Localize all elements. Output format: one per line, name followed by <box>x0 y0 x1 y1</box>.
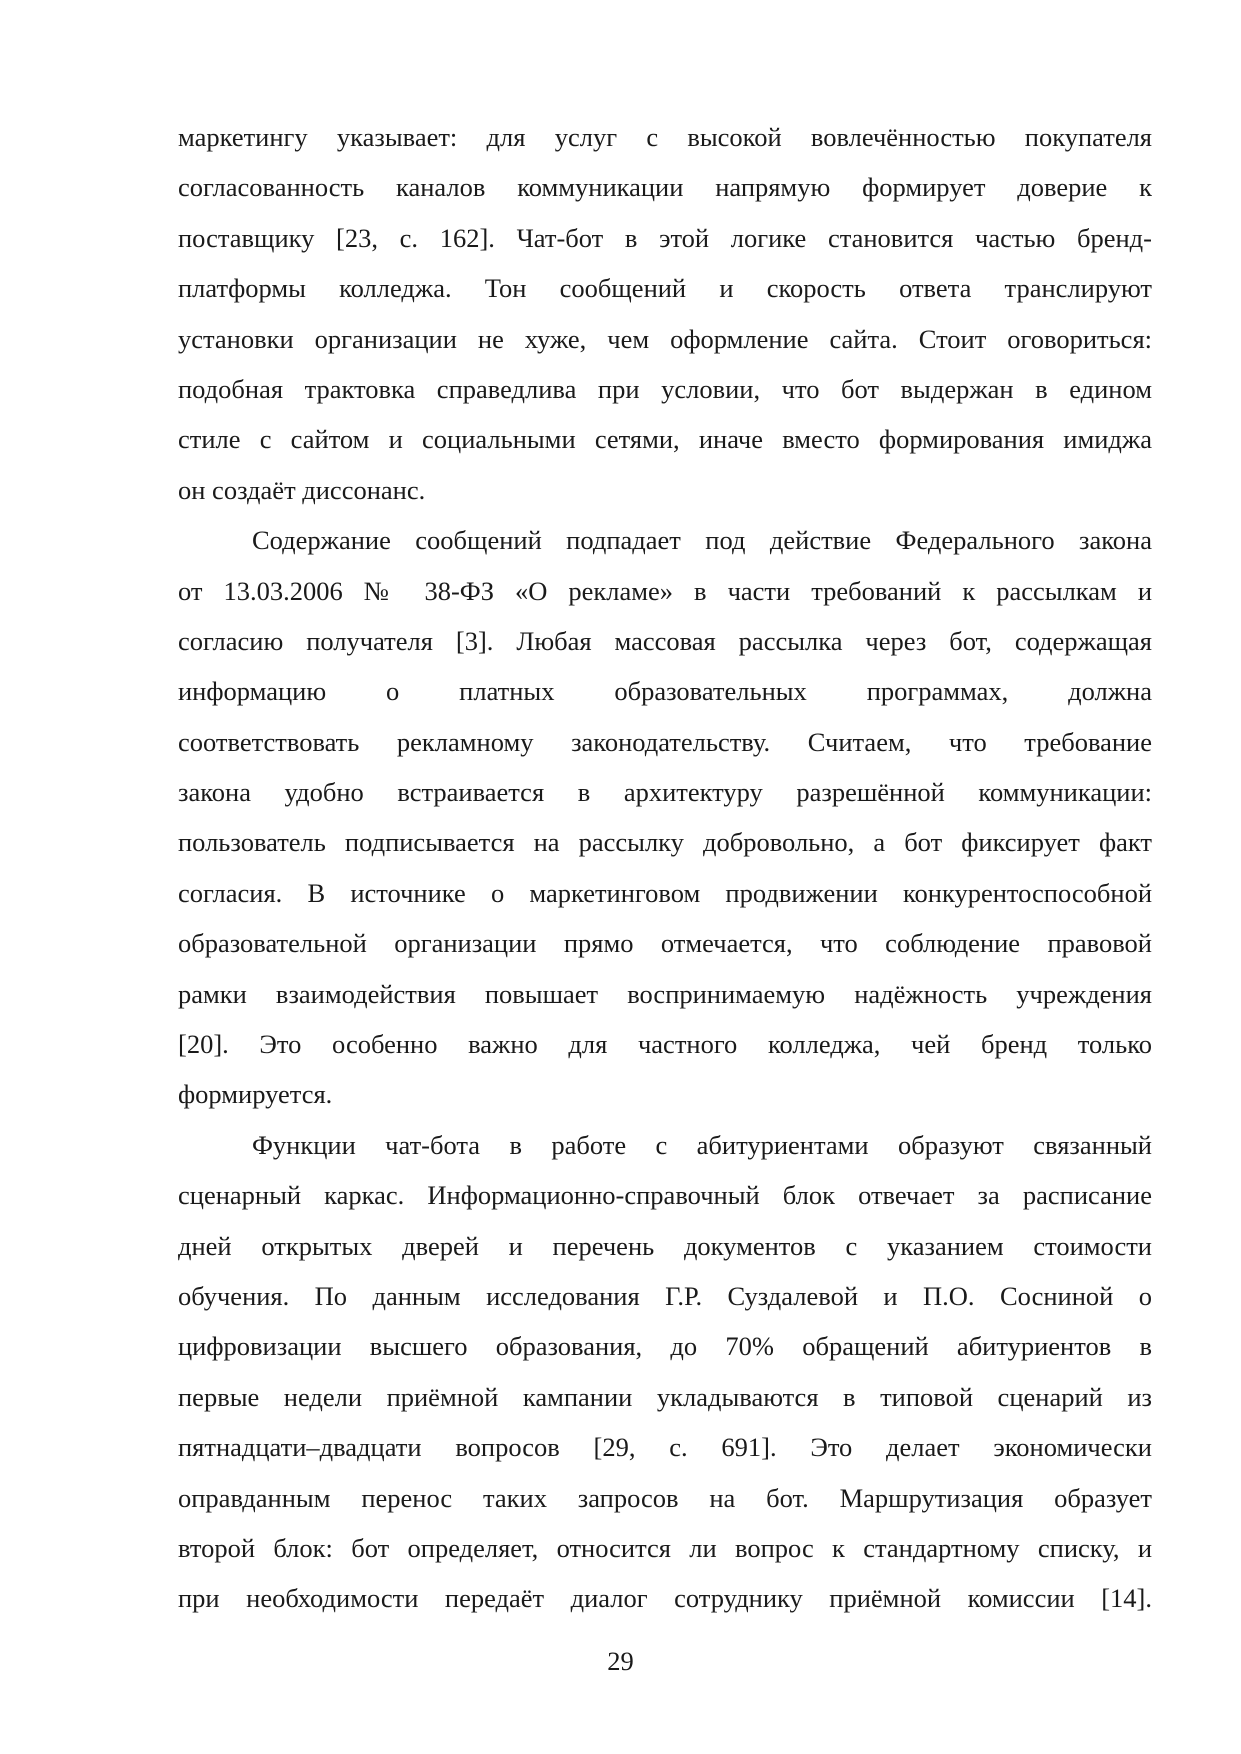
text-line: согласованность каналов коммуникации напрямую формирует доверие к <box>178 172 1152 203</box>
text-line: оправданным перенос таких запросов на бот. Маршрутизация образует <box>178 1482 1152 1513</box>
text-line: он создаёт диссонанс. <box>178 474 426 505</box>
paragraph <box>178 1120 1152 1624</box>
text-line: цифровизации высшего образования, до 70% обращений абитуриентов в <box>178 1331 1152 1362</box>
text-line: от 13.03.2006 № 38-ФЗ «О рекламе» в части требований к рассылкам и <box>178 575 1152 606</box>
text-line: рамки взаимодействия повышает воспринимаемую надёжность учреждения <box>178 978 1152 1009</box>
body-text <box>178 112 1152 1624</box>
text-line: подобная трактовка справедлива при условии, что бот выдержан в едином <box>178 373 1152 404</box>
text-line: при необходимости передаёт диалог сотруднику приёмной комиссии [14]. <box>178 1583 1152 1614</box>
text-line: первые недели приёмной кампании укладываются в типовой сценарий из <box>178 1381 1152 1412</box>
text-line: соответствовать рекламному законодательству. Считаем, что требование <box>178 726 1152 757</box>
text-line: второй блок: бот определяет, относится ли вопрос к стандартному списку, и <box>178 1532 1152 1563</box>
text-line: Функции чат-бота в работе с абитуриентами образуют связанный <box>252 1129 1152 1160</box>
text-line: информацию о платных образовательных программах, должна <box>178 676 1152 707</box>
text-line: закона удобно встраивается в архитектуру разрешённой коммуникации: <box>178 777 1152 808</box>
text-line: [20]. Это особенно важно для частного колледжа, чей бренд только <box>178 1029 1152 1060</box>
text-line: установки организации не хуже, чем оформление сайта. Стоит оговориться: <box>178 323 1152 354</box>
text-line: дней открытых дверей и перечень документов с указанием стоимости <box>178 1230 1152 1261</box>
text-line: согласию получателя [3]. Любая массовая рассылка через бот, содержащая <box>178 625 1152 656</box>
text-line: маркетингу указывает: для услуг с высокой вовлечённостью покупателя <box>178 122 1152 152</box>
text-line: пользователь подписывается на рассылку добровольно, а бот фиксирует факт <box>178 827 1152 858</box>
text-line: формируется. <box>178 1079 333 1110</box>
text-line: поставщику [23, с. 162]. Чат-бот в этой логике становится частью бренд- <box>178 222 1152 253</box>
page-number: 29 <box>607 1646 634 1676</box>
text-line: образовательной организации прямо отмечается, что соблюдение правовой <box>178 928 1152 959</box>
paragraph <box>178 515 1152 1120</box>
text-line: обучения. По данным исследования Г.Р. Суздалевой и П.О. Сосниной о <box>178 1280 1152 1311</box>
text-line: согласия. В источнике о маркетинговом продвижении конкурентоспособной <box>178 877 1152 908</box>
text-line: стиле с сайтом и социальными сетями, иначе вместо формирования имиджа <box>178 424 1152 455</box>
text-line: пятнадцати–двадцати вопросов [29, с. 691]. Это делает экономически <box>178 1432 1152 1463</box>
text-line: платформы колледжа. Тон сообщений и скорость ответа транслируют <box>178 273 1152 304</box>
text-line: сценарный каркас. Информационно-справочный блок отвечает за расписание <box>178 1180 1152 1211</box>
paragraph <box>178 112 1152 515</box>
text-line: Содержание сообщений подпадает под действие Федерального закона <box>252 525 1152 556</box>
